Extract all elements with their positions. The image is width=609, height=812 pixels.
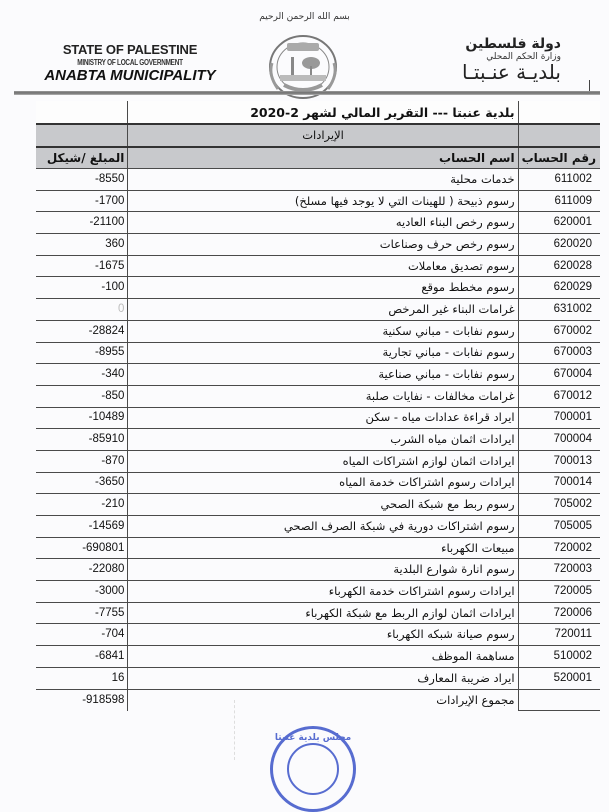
- table-row: [36, 667, 600, 689]
- fold-line: [234, 700, 236, 760]
- arabic-municipality-name: بلديـة عنـبتـا: [461, 60, 561, 84]
- amount-cell: -850: [36, 385, 128, 407]
- english-state-name: STATE OF PALESTINE: [62, 42, 198, 57]
- account-name-cell: رسوم رخص حرف وصناعات: [128, 234, 518, 256]
- account-number-cell: 720002: [518, 537, 600, 559]
- account-name-cell: ايراد قراءة عدادات مياه - سكن: [128, 407, 518, 429]
- account-number-cell: 670003: [518, 342, 600, 364]
- account-number-cell: 720003: [518, 559, 600, 581]
- section-row: [36, 124, 600, 147]
- english-ministry-name: MINISTRY OF LOCAL GOVERNMENT: [77, 58, 183, 67]
- table-row: [36, 559, 600, 581]
- amount-cell: -14569: [36, 516, 128, 538]
- english-letterhead: [40, 42, 220, 84]
- account-number-cell: 700001: [518, 407, 600, 429]
- table-row: [36, 364, 600, 386]
- amount-cell: -1675: [36, 255, 128, 277]
- amount-cell: 16: [36, 667, 128, 689]
- arabic-letterhead: [391, 36, 561, 84]
- amount-cell: -3650: [36, 472, 128, 494]
- account-name-cell: رسوم نفابات - مباني صناعية: [128, 364, 518, 386]
- header-rule: [14, 91, 600, 95]
- title-empty-cell: [36, 101, 128, 124]
- emblem-tower: [291, 57, 294, 75]
- account-name-cell: ايرادات رسوم اشتراكات خدمة المياه: [128, 472, 518, 494]
- report-title-row: [36, 101, 600, 124]
- amount-cell: -21100: [36, 212, 128, 234]
- account-number-cell: 620020: [518, 234, 600, 256]
- account-number-cell: 705005: [518, 516, 600, 538]
- emblem-banner: [287, 43, 319, 51]
- account-name-cell: ايرادات اثمان مياه الشرب: [128, 429, 518, 451]
- account-number-cell: 620029: [518, 277, 600, 299]
- account-name-cell: ايرادات اثمان لوازم الربط مع شبكة الكهرباء: [128, 602, 518, 624]
- table-row: [36, 234, 600, 256]
- table-row: [36, 169, 600, 191]
- table-row: [36, 537, 600, 559]
- amount-cell: -340: [36, 364, 128, 386]
- section-spacer-cell: [518, 124, 600, 147]
- account-number-cell: 670002: [518, 320, 600, 342]
- revenue-table: [36, 101, 600, 711]
- account-number-cell: 700013: [518, 450, 600, 472]
- table-row: [36, 342, 600, 364]
- table-row: [36, 190, 600, 212]
- account-number-cell: 611002: [518, 169, 600, 191]
- stamp-inner-ring: [287, 743, 339, 795]
- arabic-state-name: دولة فلسطين: [465, 36, 561, 52]
- account-number-cell: 611009: [518, 190, 600, 212]
- table-row: [36, 255, 600, 277]
- title-spacer-cell: [518, 101, 600, 124]
- emblem-ground: [280, 75, 326, 81]
- account-name-cell: رسوم تصديق معاملات: [128, 255, 518, 277]
- table-row: [36, 385, 600, 407]
- table-row: [36, 494, 600, 516]
- total-amount: -918598: [82, 693, 125, 706]
- account-name-cell: خدمات محلية: [128, 169, 518, 191]
- table-row: [36, 581, 600, 603]
- column-header-account-name: اسم الحساب: [128, 147, 518, 169]
- account-name-cell: غرامات البناء غير المرخص: [128, 299, 518, 321]
- amount-cell: -690801: [36, 537, 128, 559]
- column-header-row: [36, 147, 600, 169]
- table-row: [36, 277, 600, 299]
- account-number-cell: 670004: [518, 364, 600, 386]
- amount-cell: 360: [36, 234, 128, 256]
- amount-cell: -8955: [36, 342, 128, 364]
- emblem-tree-trunk: [310, 66, 312, 75]
- account-name-cell: رسوم نفابات - مباني تجارية: [128, 342, 518, 364]
- amount-cell: -22080: [36, 559, 128, 581]
- amount-cell: -85910: [36, 429, 128, 451]
- table-row: [36, 646, 600, 668]
- amount-cell: -1700: [36, 190, 128, 212]
- amount-cell: -7755: [36, 602, 128, 624]
- amount-cell: -870: [36, 450, 128, 472]
- amount-cell: -210: [36, 494, 128, 516]
- table-row: [36, 429, 600, 451]
- amount-cell: -6841: [36, 646, 128, 668]
- account-number-cell: 720011: [518, 624, 600, 646]
- account-number-cell: 720006: [518, 602, 600, 624]
- account-name-cell: ايرادات اثمان لوازم اشتراكات المياه: [128, 450, 518, 472]
- account-number-cell: 620028: [518, 255, 600, 277]
- account-name-cell: رسوم اشتراكات دورية في شبكة الصرف الصحي: [128, 516, 518, 538]
- account-number-cell: 705002: [518, 494, 600, 516]
- official-stamp: [270, 726, 356, 812]
- amount-cell: -100: [36, 277, 128, 299]
- account-number-cell: 631002: [518, 299, 600, 321]
- report-title: بلدية عنبتا --- التقرير المالي لشهر 2-2020: [128, 101, 518, 124]
- section-title: الإيرادات: [128, 124, 518, 147]
- account-name-cell: ايراد ضريبة المعارف: [128, 667, 518, 689]
- table-row: [36, 450, 600, 472]
- table-row: [36, 212, 600, 234]
- account-number-cell: 520001: [518, 667, 600, 689]
- section-empty-cell: [36, 124, 128, 147]
- account-number-cell: 620001: [518, 212, 600, 234]
- amount-cell: -3000: [36, 581, 128, 603]
- total-row: [36, 689, 600, 711]
- table-row: [36, 299, 600, 321]
- arabic-ministry-name: وزارة الحكم المحلي: [486, 52, 561, 62]
- account-name-cell: غرامات مخالفات - نفايات صلبة: [128, 385, 518, 407]
- amount-cell: 0: [36, 299, 128, 321]
- account-name-cell: رسوم رخص البناء العاديه: [128, 212, 518, 234]
- amount-cell: -8550: [36, 169, 128, 191]
- account-name-cell: رسوم ربط مع شبكة الصحي: [128, 494, 518, 516]
- table-row: [36, 472, 600, 494]
- table-row: [36, 602, 600, 624]
- account-name-cell: مساهمة الموظف: [128, 646, 518, 668]
- total-spacer-cell: [518, 689, 600, 711]
- basmala: بسم الله الرحمن الرحيم: [259, 12, 350, 22]
- account-number-cell: 700014: [518, 472, 600, 494]
- account-name-cell: رسوم صيانة شبكه الكهرباء: [128, 624, 518, 646]
- account-number-cell: 720005: [518, 581, 600, 603]
- table-row: [36, 320, 600, 342]
- amount-cell: -704: [36, 624, 128, 646]
- english-municipality-name: ANABTA MUNICIPALITY: [44, 67, 216, 84]
- table-row: [36, 624, 600, 646]
- emblem-bottom-banner: [284, 85, 322, 90]
- account-name-cell: رسوم نفابات - مباني سكنية: [128, 320, 518, 342]
- table-row: [36, 407, 600, 429]
- column-header-account-number: رقم الحساب: [518, 147, 600, 169]
- account-number-cell: 700004: [518, 429, 600, 451]
- account-name-cell: رسوم انارة شوارع البلدية: [128, 559, 518, 581]
- account-name-cell: رسوم ذبيحة ( للهينات التي لا يوجد فيها مسلخ): [128, 190, 518, 212]
- table-row: [36, 516, 600, 538]
- account-name-cell: ايرادات رسوم اشتراكات خدمة الكهرباء: [128, 581, 518, 603]
- account-number-cell: 510002: [518, 646, 600, 668]
- total-label: مجموع الإيرادات: [128, 689, 518, 711]
- amount-cell: -10489: [36, 407, 128, 429]
- account-number-cell: 670012: [518, 385, 600, 407]
- column-header-amount: المبلغ /شيكل: [36, 147, 128, 169]
- account-name-cell: مبيعات الكهرباء: [128, 537, 518, 559]
- account-name-cell: رسوم مخطط موقع: [128, 277, 518, 299]
- amount-cell: -28824: [36, 320, 128, 342]
- stamp-text: مجلس بلدية عنبتا: [274, 733, 352, 743]
